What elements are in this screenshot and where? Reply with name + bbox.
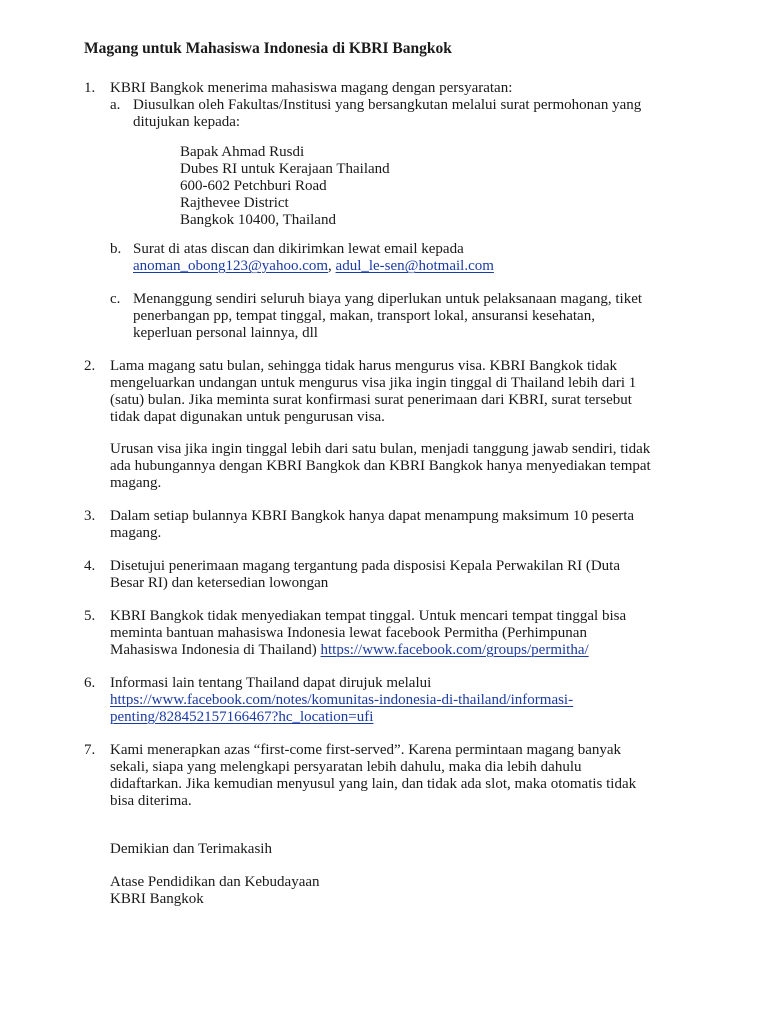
item-1-number: 1. bbox=[84, 80, 96, 96]
facebook-notes-link-part-2[interactable]: penting/828452157166467?hc_location=ufi bbox=[110, 709, 374, 725]
item-5-line-3-text: Mahasiswa Indonesia di Thailand) bbox=[110, 642, 321, 658]
item-4-line: Besar RI) dan ketersedian lowongan bbox=[110, 575, 329, 591]
item-7-line: didaftarkan. Jika kemudian menyusul yang lain, dan tidak ada slot, maka otomatis tidak bbox=[110, 776, 637, 792]
address-line: 600-602 Petchburi Road bbox=[180, 178, 327, 194]
item-2-p2-line: ada hubungannya dengan KBRI Bangkok dan KBRI Bangkok hanya menyediakan tempat bbox=[110, 458, 651, 474]
facebook-notes-link-line bbox=[110, 709, 373, 726]
item-6-number: 6. bbox=[84, 675, 96, 691]
item-1c-line-2: penerbangan pp, tempat tinggal, makan, transport lokal, ansuransi kesehatan, bbox=[133, 308, 595, 324]
address-line: Bapak Ahmad Rusdi bbox=[180, 144, 305, 160]
item-2-p1-line: Lama magang satu bulan, sehingga tidak harus mengurus visa. KBRI Bangkok tidak bbox=[110, 358, 617, 374]
item-2-p2-line: magang. bbox=[110, 475, 162, 491]
item-1a-letter: a. bbox=[110, 97, 121, 113]
closing-text: Demikian dan Terimakasih bbox=[110, 841, 272, 857]
facebook-notes-link-part-1[interactable]: https://www.facebook.com/notes/komunitas-indonesia-di-thailand/informasi- bbox=[110, 692, 574, 708]
email-separator: , bbox=[328, 258, 336, 274]
address-line: Rajthevee District bbox=[180, 195, 289, 211]
item-5-line-2: meminta bantuan mahasiswa Indonesia lewat facebook Permitha (Perhimpunan bbox=[110, 625, 587, 641]
item-7-number: 7. bbox=[84, 742, 96, 758]
item-5-line-1: KBRI Bangkok tidak menyediakan tempat tinggal. Untuk mencari tempat tinggal bisa bbox=[110, 608, 627, 624]
item-1b-line-1: Surat di atas discan dan dikirimkan lewat email kepada bbox=[133, 241, 464, 257]
item-4-line: Disetujui penerimaan magang tergantung pada disposisi Kepala Perwakilan RI (Duta bbox=[110, 558, 620, 574]
item-1c-line-3: keperluan personal lainnya, dll bbox=[133, 325, 318, 341]
email-link-hotmail[interactable]: adul_le-sen@hotmail.com bbox=[335, 258, 494, 274]
item-5-line-3 bbox=[110, 642, 589, 659]
address-line: Dubes RI untuk Kerajaan Thailand bbox=[180, 161, 390, 177]
item-3-number: 3. bbox=[84, 508, 96, 524]
item-1a-line-2: ditujukan kepada: bbox=[133, 114, 241, 130]
item-7-line: sekali, siapa yang melengkapi persyaratan lebih dahulu, maka dia lebih dahulu bbox=[110, 759, 582, 775]
item-7-line: bisa diterima. bbox=[110, 793, 192, 809]
item-5-number: 5. bbox=[84, 608, 96, 624]
permitha-facebook-link[interactable]: https://www.facebook.com/groups/permitha/ bbox=[320, 642, 589, 658]
item-1c-letter: c. bbox=[110, 291, 121, 307]
item-2-p1-line: mengeluarkan undangan untuk mengurus visa jika ingin tinggal di Thailand lebih dari 1 bbox=[110, 375, 637, 391]
item-7-line: Kami menerapkan azas “first-come first-served”. Karena permintaan magang banyak bbox=[110, 742, 622, 758]
signature-line: Atase Pendidikan dan Kebudayaan bbox=[110, 874, 320, 890]
document-title: Magang untuk Mahasiswa Indonesia di KBRI Bangkok bbox=[84, 40, 452, 57]
item-3-line: Dalam setiap bulannya KBRI Bangkok hanya dapat menampung maksimum 10 peserta bbox=[110, 508, 635, 524]
item-1b-letter: b. bbox=[110, 241, 122, 257]
facebook-notes-link-line bbox=[110, 692, 573, 709]
item-1b-emails bbox=[133, 258, 494, 275]
item-6-line-1: Informasi lain tentang Thailand dapat dirujuk melalui bbox=[110, 675, 432, 691]
item-2-p1-line: (satu) bulan. Jika meminta surat konfirmasi surat penerimaan dari KBRI, surat tersebut bbox=[110, 392, 632, 408]
item-3-line: magang. bbox=[110, 525, 162, 541]
address-line: Bangkok 10400, Thailand bbox=[180, 212, 336, 228]
email-link-yahoo[interactable]: anoman_obong123@yahoo.com bbox=[133, 258, 329, 274]
item-1-intro: KBRI Bangkok menerima mahasiswa magang dengan persyaratan: bbox=[110, 80, 513, 96]
item-2-number: 2. bbox=[84, 358, 96, 374]
item-1a-line-1: Diusulkan oleh Fakultas/Institusi yang bersangkutan melalui surat permohonan yang bbox=[133, 97, 642, 113]
item-4-number: 4. bbox=[84, 558, 96, 574]
item-2-p2-line: Urusan visa jika ingin tinggal lebih dari satu bulan, menjadi tanggung jawab sendiri, tidak bbox=[110, 441, 651, 457]
item-1c-line-1: Menanggung sendiri seluruh biaya yang diperlukan untuk pelaksanaan magang, tiket bbox=[133, 291, 643, 307]
item-2-p1-line: tidak dapat digunakan untuk pengurusan visa. bbox=[110, 409, 385, 425]
signature-line: KBRI Bangkok bbox=[110, 891, 204, 907]
